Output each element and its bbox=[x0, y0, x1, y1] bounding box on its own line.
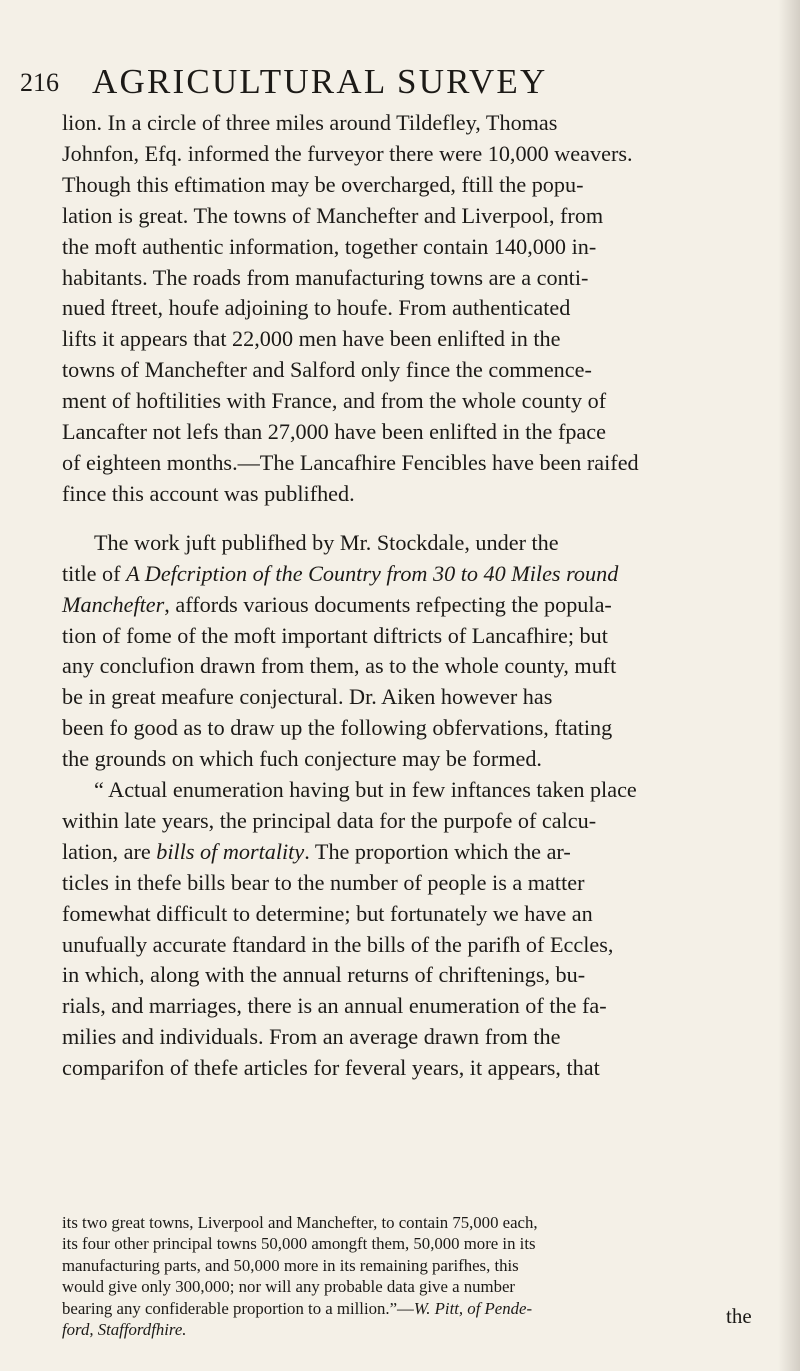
text-line: ticles in thefe bills bear to the number of people is a matter bbox=[62, 869, 585, 895]
footnote bbox=[62, 1212, 762, 1340]
text-line: Though this eftimation may be overcharged, ftill the popu- bbox=[62, 171, 584, 197]
text-line: lion. In a circle of three miles around Tildefley, Thomas bbox=[62, 110, 558, 135]
text-line: “ Actual enumeration having but in few inftances taken place bbox=[94, 777, 637, 803]
text-run: title of bbox=[62, 560, 127, 586]
gutter-shadow bbox=[778, 0, 800, 1371]
text-line: fince this account was publifhed. bbox=[62, 480, 355, 506]
text-line: ment of hoftilities with France, and from the whole county of bbox=[62, 388, 607, 414]
footnote-line bbox=[62, 1319, 762, 1340]
text-line: rials, and marriages, there is an annual enumeration of the fa- bbox=[62, 993, 607, 1019]
paragraph-1 bbox=[62, 108, 762, 510]
text-line: towns of Manchefter and Salford only fince the commence- bbox=[62, 357, 592, 383]
text-line: been fo good as to draw up the following obfervations, ftating bbox=[62, 715, 613, 741]
text-line: habitants. The roads from manufacturing towns are a conti- bbox=[62, 264, 589, 290]
text-line: lation is great. The towns of Manchefter and Liverpool, from bbox=[62, 202, 604, 228]
text-run: . The proportion which the ar- bbox=[304, 838, 571, 864]
footnote-line: its two great towns, Liverpool and Manchefter, to contain 75,000 each, bbox=[62, 1213, 538, 1232]
text-line: The work juft publifhed by Mr. Stockdale, under the bbox=[94, 529, 559, 555]
footnote-line: would give only 300,000; nor will any probable data give a number bbox=[62, 1277, 515, 1297]
text-line: in which, along with the annual returns of chriftenings, bu- bbox=[62, 962, 586, 988]
footnote-line: its four other principal towns 50,000 amongft them, 50,000 more in its bbox=[62, 1234, 536, 1254]
text-line bbox=[62, 837, 762, 868]
text-line: the moft authentic information, together contain 140,000 in- bbox=[62, 233, 597, 259]
text-line: nued ftreet, houfe adjoining to houfe. From authenticated bbox=[62, 295, 571, 321]
running-head bbox=[20, 62, 760, 102]
text-line: lifts it appears that 22,000 men have been enlifted in the bbox=[62, 326, 561, 352]
text-line: tion of fome of the moft important diftricts of Lancafhire; but bbox=[62, 622, 608, 648]
text-line: milies and individuals. From an average drawn from the bbox=[62, 1024, 561, 1050]
attribution-italic: ford, Staffordfhire. bbox=[62, 1320, 187, 1340]
footnote-line: manufacturing parts, and 50,000 more in its remaining parifhes, this bbox=[62, 1255, 519, 1275]
text-line: within late years, the principal data for the purpofe of calcu- bbox=[62, 807, 597, 833]
book-title-italic: A Defcription of the Country from 30 to 40 Miles round bbox=[126, 560, 619, 586]
paragraph-2 bbox=[62, 528, 762, 775]
page-number: 216 bbox=[20, 68, 59, 97]
running-title: AGRICULTURAL SURVEY bbox=[92, 62, 548, 101]
text-run: , affords various documents refpecting the popula- bbox=[164, 591, 612, 617]
text-line: the grounds on which fuch conjecture may be formed. bbox=[62, 746, 542, 772]
text-line: of eighteen months.—The Lancafhire Fencibles have been raifed bbox=[62, 449, 639, 475]
text-run: bearing any confiderable proportion to a million.”— bbox=[62, 1298, 414, 1318]
italic-term: bills of mortality bbox=[156, 838, 305, 864]
paragraph-gap bbox=[62, 510, 762, 528]
body-text bbox=[62, 108, 762, 1084]
attribution-italic: W. Pitt, of Pende- bbox=[413, 1298, 533, 1318]
text-line bbox=[62, 559, 762, 590]
text-line: Johnfon, Efq. informed the furveyor there were 10,000 weavers. bbox=[62, 140, 633, 166]
footnote-line bbox=[62, 1298, 762, 1319]
text-line: unufually accurate ftandard in the bills of the parifh of Eccles, bbox=[62, 931, 614, 957]
catchword: the bbox=[726, 1304, 752, 1328]
text-line bbox=[62, 590, 762, 621]
book-title-italic: Manchefter bbox=[62, 591, 165, 617]
paragraph-3 bbox=[62, 775, 762, 1084]
text-line: fomewhat difficult to determine; but fortunately we have an bbox=[62, 900, 593, 926]
text-run: lation, are bbox=[62, 838, 157, 864]
text-line: be in great meafure conjectural. Dr. Aiken however has bbox=[62, 684, 553, 710]
text-line: comparifon of thefe articles for feveral years, it appears, that bbox=[62, 1055, 600, 1081]
text-line: Lancafter not lefs than 27,000 have been enlifted in the fpace bbox=[62, 419, 606, 445]
text-line: any conclufion drawn from them, as to the whole county, muft bbox=[62, 653, 617, 679]
